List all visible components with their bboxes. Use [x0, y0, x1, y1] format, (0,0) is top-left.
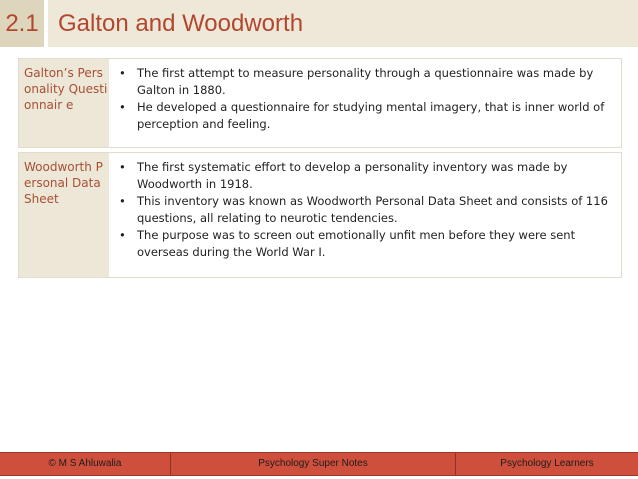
card-label: Galton’s Personality Questionnair e: [19, 59, 109, 147]
bullet-text: The first systematic effort to develop a personality inventory was made by Woodworth in 1918.: [137, 160, 568, 191]
footer-center: Psychology Super Notes: [258, 458, 368, 469]
bullet-dot-icon: •: [119, 228, 126, 242]
bullet-item: [117, 193, 613, 227]
bullet-item: [117, 159, 613, 193]
bullet-text: He developed a questionnaire for studying mental imagery, that is inner world of perception and feeling.: [137, 100, 605, 131]
bullet-text: This inventory was known as Woodworth Personal Data Sheet and consists of 116 questions, all relating to neurotic tendencies.: [137, 194, 608, 225]
slide-header: [0, 0, 638, 52]
card-label: Woodworth Personal Data Sheet: [19, 153, 109, 277]
bullet-dot-icon: •: [119, 194, 126, 208]
header-divider: [44, 0, 48, 47]
card-woodworth: [18, 152, 622, 278]
bullet-list: [117, 65, 613, 133]
section-number: 2.1: [0, 0, 44, 47]
bullet-dot-icon: •: [119, 66, 126, 80]
bullet-text: The purpose was to screen out emotionally unfit men before they were sent overseas during the World War I.: [137, 228, 576, 259]
bullet-list: [117, 159, 613, 261]
footer-right: Psychology Learners: [500, 458, 594, 469]
card-body: [109, 153, 621, 277]
footer-author: © M S Ahluwalia: [48, 458, 122, 469]
header-band: [0, 47, 638, 52]
card-body: [109, 59, 621, 147]
bullet-dot-icon: •: [119, 160, 126, 174]
slide-footer: [0, 452, 638, 476]
bullet-dot-icon: •: [119, 100, 126, 114]
bullet-item: [117, 227, 613, 261]
bullet-item: [117, 99, 613, 133]
bullet-text: The first attempt to measure personality through a questionnaire was made by Galton in 1880.: [137, 66, 594, 97]
card-galton: [18, 58, 622, 148]
bullet-item: [117, 65, 613, 99]
slide-title: Galton and Woodworth: [58, 10, 304, 37]
